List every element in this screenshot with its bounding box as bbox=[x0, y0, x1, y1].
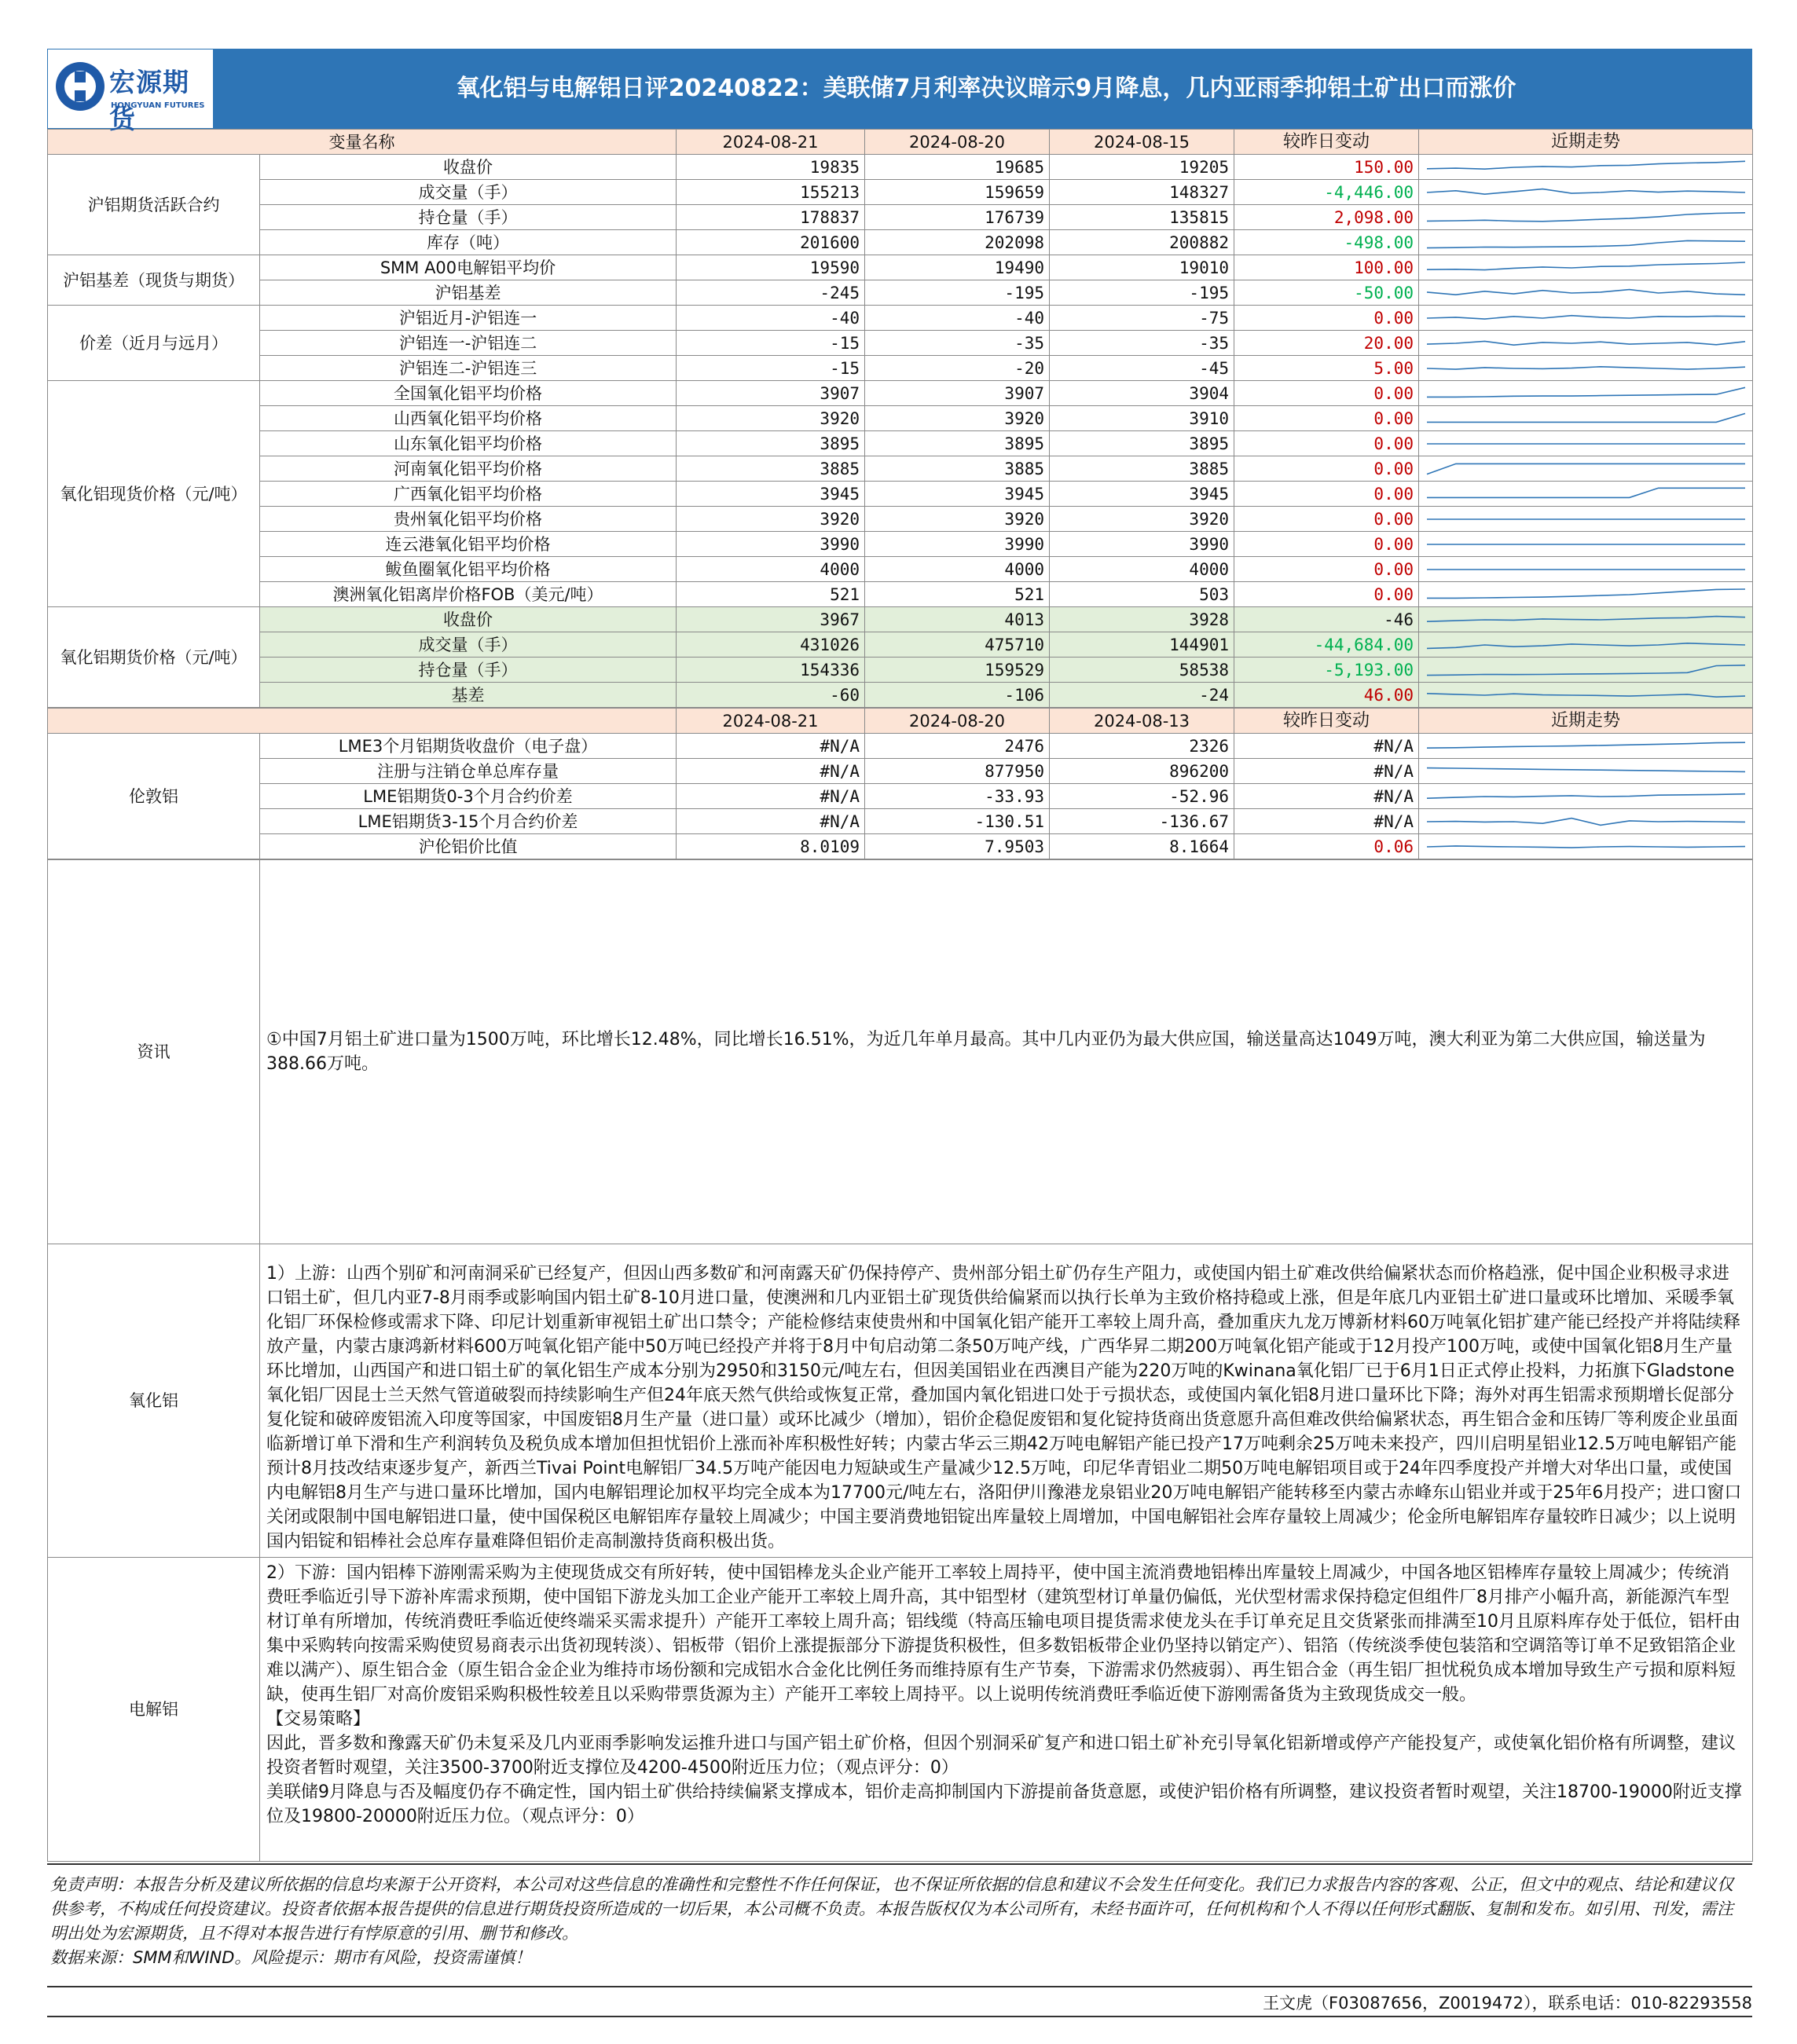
value-date-1: 19835 bbox=[677, 155, 865, 180]
value-date-3: 3945 bbox=[1050, 482, 1234, 507]
value-date-2: -40 bbox=[865, 306, 1050, 331]
sparkline-chart bbox=[1419, 332, 1753, 355]
news-row bbox=[48, 860, 1753, 1244]
sparkline-chart bbox=[1419, 583, 1753, 606]
value-date-2: -130.51 bbox=[865, 809, 1050, 834]
value-date-3: 3904 bbox=[1050, 381, 1234, 406]
variable-name: 持仓量（手） bbox=[260, 658, 677, 683]
variable-name: SMM A00电解铝平均价 bbox=[260, 255, 677, 280]
table-row bbox=[48, 532, 1753, 557]
sparkline-line bbox=[1427, 643, 1745, 648]
table-row bbox=[48, 205, 1753, 230]
value-date-1: -15 bbox=[677, 331, 865, 356]
sparkline-line bbox=[1427, 742, 1745, 748]
sparkline-chart bbox=[1419, 558, 1753, 581]
alumina-row bbox=[48, 1244, 1753, 1558]
trend-sparkline bbox=[1419, 557, 1753, 582]
header-change: 较昨日变动 bbox=[1234, 709, 1419, 734]
table-row bbox=[48, 356, 1753, 381]
trend-sparkline bbox=[1419, 632, 1753, 658]
value-date-1: #N/A bbox=[677, 809, 865, 834]
value-date-2: 3895 bbox=[865, 431, 1050, 456]
trend-sparkline bbox=[1419, 255, 1753, 280]
table-row bbox=[48, 255, 1753, 280]
category-label: 伦敦铝 bbox=[48, 734, 260, 859]
sparkline-chart bbox=[1419, 382, 1753, 405]
header-date-2: 2024-08-20 bbox=[865, 130, 1050, 155]
variable-name: 库存（吨） bbox=[260, 230, 677, 255]
header-date-1: 2024-08-21 bbox=[677, 130, 865, 155]
value-date-2: 521 bbox=[865, 582, 1050, 607]
sparkline-chart bbox=[1419, 533, 1753, 556]
daily-change-value: -46 bbox=[1234, 607, 1419, 632]
value-date-1: 3990 bbox=[677, 532, 865, 557]
sparkline-chart bbox=[1419, 156, 1753, 179]
sparkline-chart bbox=[1419, 457, 1753, 481]
header-trend: 近期走势 bbox=[1419, 709, 1753, 734]
header-trend: 近期走势 bbox=[1419, 130, 1753, 155]
value-date-2: 7.9503 bbox=[865, 834, 1050, 859]
value-date-1: 3920 bbox=[677, 507, 865, 532]
value-date-1: 3907 bbox=[677, 381, 865, 406]
trend-sparkline bbox=[1419, 582, 1753, 607]
table-row bbox=[48, 155, 1753, 180]
variable-name: 贵州氧化铝平均价格 bbox=[260, 507, 677, 532]
table-row bbox=[48, 482, 1753, 507]
value-date-2: 3920 bbox=[865, 406, 1050, 431]
trend-sparkline bbox=[1419, 280, 1753, 306]
sparkline-chart bbox=[1419, 357, 1753, 380]
value-date-3: 3885 bbox=[1050, 456, 1234, 482]
daily-change-value: #N/A bbox=[1234, 809, 1419, 834]
sparkline-chart bbox=[1419, 206, 1753, 229]
header-date-3: 2024-08-15 bbox=[1050, 130, 1234, 155]
category-label: 氧化铝期货价格（元/吨） bbox=[48, 607, 260, 708]
daily-change-value: 100.00 bbox=[1234, 255, 1419, 280]
title-bar bbox=[47, 49, 1752, 134]
sparkline-chart bbox=[1419, 608, 1753, 632]
variable-name: 鲅鱼圈氧化铝平均价格 bbox=[260, 557, 677, 582]
sparkline-chart bbox=[1419, 734, 1753, 758]
category-label: 沪铝基差（现货与期货） bbox=[48, 255, 260, 306]
table-row bbox=[48, 683, 1753, 708]
value-date-2: 877950 bbox=[865, 759, 1050, 784]
value-date-2: 159529 bbox=[865, 658, 1050, 683]
value-date-2: 3945 bbox=[865, 482, 1050, 507]
daily-change-value: 20.00 bbox=[1234, 331, 1419, 356]
daily-change-value: #N/A bbox=[1234, 759, 1419, 784]
sparkline-line bbox=[1427, 818, 1745, 825]
trend-sparkline bbox=[1419, 532, 1753, 557]
domestic-data-table bbox=[47, 129, 1753, 708]
variable-name: LME3个月铝期货收盘价（电子盘） bbox=[260, 734, 677, 759]
value-date-3: 3920 bbox=[1050, 507, 1234, 532]
daily-change-value: 0.00 bbox=[1234, 306, 1419, 331]
alumina-category: 氧化铝 bbox=[48, 1244, 260, 1558]
table-row bbox=[48, 834, 1753, 859]
sparkline-line bbox=[1427, 341, 1745, 345]
footer-divider bbox=[47, 1863, 1752, 1865]
value-date-2: 2476 bbox=[865, 734, 1050, 759]
value-date-3: 19205 bbox=[1050, 155, 1234, 180]
value-date-1: 154336 bbox=[677, 658, 865, 683]
trend-sparkline bbox=[1419, 356, 1753, 381]
table-row bbox=[48, 230, 1753, 255]
sparkline-chart bbox=[1419, 407, 1753, 430]
value-date-3: 4000 bbox=[1050, 557, 1234, 582]
value-date-3: 3928 bbox=[1050, 607, 1234, 632]
logo-icon bbox=[54, 60, 106, 112]
daily-change-value: 0.00 bbox=[1234, 406, 1419, 431]
table-row bbox=[48, 180, 1753, 205]
value-date-3: -35 bbox=[1050, 331, 1234, 356]
sparkline-chart bbox=[1419, 810, 1753, 833]
value-date-1: 155213 bbox=[677, 180, 865, 205]
sparkline-line bbox=[1427, 845, 1745, 847]
news-category: 资讯 bbox=[48, 860, 260, 1244]
value-date-2: 4013 bbox=[865, 607, 1050, 632]
aluminum-category: 电解铝 bbox=[48, 1558, 260, 1862]
value-date-2: 3920 bbox=[865, 507, 1050, 532]
value-date-1: 3895 bbox=[677, 431, 865, 456]
sparkline-line bbox=[1427, 315, 1745, 318]
variable-name: 沪铝连二-沪铝连三 bbox=[260, 356, 677, 381]
value-date-3: -75 bbox=[1050, 306, 1234, 331]
trend-sparkline bbox=[1419, 331, 1753, 356]
sparkline-line bbox=[1427, 767, 1745, 771]
sparkline-chart bbox=[1419, 760, 1753, 783]
value-date-2: 159659 bbox=[865, 180, 1050, 205]
trend-sparkline bbox=[1419, 809, 1753, 834]
sparkline-line bbox=[1427, 665, 1745, 675]
value-date-3: -24 bbox=[1050, 683, 1234, 708]
table-row bbox=[48, 607, 1753, 632]
value-date-2: 202098 bbox=[865, 230, 1050, 255]
value-date-1: 8.0109 bbox=[677, 834, 865, 859]
category-label: 沪铝期货活跃合约 bbox=[48, 155, 260, 255]
header-date-1: 2024-08-21 bbox=[677, 709, 865, 734]
disclaimer bbox=[47, 1866, 1752, 1976]
value-date-1: #N/A bbox=[677, 734, 865, 759]
value-date-3: 3910 bbox=[1050, 406, 1234, 431]
variable-name: 成交量（手） bbox=[260, 632, 677, 658]
value-date-3: -195 bbox=[1050, 280, 1234, 306]
commentary-table bbox=[47, 859, 1753, 1862]
daily-change-value: #N/A bbox=[1234, 784, 1419, 809]
value-date-2: 475710 bbox=[865, 632, 1050, 658]
sparkline-chart bbox=[1419, 633, 1753, 657]
daily-change-value: 0.00 bbox=[1234, 431, 1419, 456]
news-text: ①中国7月铝土矿进口量为1500万吨，环比增长12.48%，同比增长16.51%，为近几年单月最高。其中几内亚仍为最大供应国，输送量高达1049万吨，澳大利亚为第二大供应国，输送量为388.66万吨。 bbox=[260, 860, 1753, 1244]
value-date-2: 3990 bbox=[865, 532, 1050, 557]
table-row bbox=[48, 306, 1753, 331]
sparkline-line bbox=[1427, 616, 1745, 621]
sparkline-line bbox=[1427, 589, 1745, 598]
header-date-3: 2024-08-13 bbox=[1050, 709, 1234, 734]
daily-change-value: 150.00 bbox=[1234, 155, 1419, 180]
sparkline-chart bbox=[1419, 181, 1753, 204]
trend-sparkline bbox=[1419, 381, 1753, 406]
daily-change-value: 5.00 bbox=[1234, 356, 1419, 381]
variable-name: 沪铝连一-沪铝连二 bbox=[260, 331, 677, 356]
aluminum-text: 2）下游：国内铝棒下游刚需采购为主使现货成交有所好转，使中国铝棒龙头企业产能开工率较上周持平，使中国主流消费地铝棒出库量较上周减少，中国各地区铝棒库存量较上周减少；传统消费旺季临近引导下游补库需求预期，使中国铝下游龙头加工企业产能开工率较上周升高，其中铝型材（建筑型材订单量仍偏低，光伏型材需求保持稳定但组件厂8月排产小幅升高，新能源汽车型材订单有所增加，传统消费旺季临近使终端采买需求提升）产能开工率较上周升高；铝线缆（特高压输电项目提货需求使龙头在手订单充足且交货紧张而排满至10月且原料库存处于低位，铝杆由集中采购转向按需采购使贸易商表示出货初现转淡）、铝板带（铝价上涨提振部分下游提货积极性，但多数铝板带企业仍坚持以销定产）、铝箔（传统淡季使包装箔和空调箔等订单不足致铝箔企业难以满产）、原生铝合金（原生铝合金企业为维持市场份额和完成铝水合金化比例任务而维持原有生产节奏，下游需求仍然疲弱）、再生铝合金（再生铝厂担忧税负成本增加导致生产亏损和原料短缺，使再生铝厂对高价废铝采购积极性较差且以采购带票货源为主）产能开工率较上周持平。以上说明传统消费旺季临近使下游刚需备货为主致现货成交一般。 【交易策略】 因此，晋多数和豫露天矿仍未复采及几内亚雨季影响发运推升进口与国产铝土矿价格，但因个别洞采矿复产和进口铝土矿补充引导氧化铝新增或停产产能投复产，或使氧化铝价格有所调整，建议投资者暂时观望，关注3500-3700附近支撑位及4200-4500附近压力位；（观点评分：0） 美联储9月降息与否及幅度仍存不确定性，国内铝土矿供给持续偏紧支撑成本，铝价走高抑制国内下游提前备货意愿，或使沪铝价格有所调整，建议投资者暂时观望，关注18700-19000附近支撑位及19800-20000附近压力位。（观点评分：0） bbox=[260, 1558, 1753, 1862]
daily-change-value: -50.00 bbox=[1234, 280, 1419, 306]
trend-sparkline bbox=[1419, 683, 1753, 708]
daily-change-value: 0.00 bbox=[1234, 381, 1419, 406]
sparkline-line bbox=[1427, 413, 1745, 422]
sparkline-chart bbox=[1419, 507, 1753, 531]
category-label: 价差（近月与远月） bbox=[48, 306, 260, 381]
value-date-3: 135815 bbox=[1050, 205, 1234, 230]
trend-sparkline bbox=[1419, 482, 1753, 507]
variable-name: 澳洲氧化铝离岸价格FOB（美元/吨） bbox=[260, 582, 677, 607]
sparkline-line bbox=[1427, 189, 1745, 194]
table-header-row bbox=[48, 709, 1753, 734]
value-date-1: 178837 bbox=[677, 205, 865, 230]
trend-sparkline bbox=[1419, 155, 1753, 180]
sparkline-chart bbox=[1419, 306, 1753, 330]
alumina-text: 1）上游：山西个别矿和河南洞采矿已经复产，但因山西多数矿和河南露天矿仍保持停产、贵州部分铝土矿仍存生产阻力，或使国内铝土矿难改供给偏紧状态而价格趋涨，促中国企业积极寻求进口铝土矿，但几内亚7-8月雨季或影响国内铝土矿8-10月进口量，使澳洲和几内亚铝土矿现货供给偏紧而以执行长单为主致价格持稳或上涨，但是年底几内亚铝土矿进口量或环比增加、采暖季氧化铝厂环保检修或需求下降、印尼计划重新审视铝土矿出口禁令；产能检修结束使贵州和中国氧化铝产能开工率较上周升高，叠加重庆九龙万博新材料60万吨氧化铝扩建产能已经投产并将陆续释放产量，内蒙古康鸿新材料600万吨氧化铝产能中50万吨已经投产并将于8月中旬启动第二条50万吨产线，广西华昇二期200万吨氧化铝产能或于12月投产100万吨，或使中国氧化铝8月生产量环比增加，山西国产和进口铝土矿的氧化铝生产成本分别为2950和3150元/吨左右，但因美国铝业在西澳目产能为220万吨的Kwinana氧化铝厂已于6月1日正式停止投料，力拓旗下Gladstone氧化铝厂因昆士兰天然气管道破裂而持续影响生产但24年底天然气供给或恢复正常，叠加国内氧化铝进口处于亏损状态，或使国内氧化铝8月进口量环比下降；海外对再生铝需求预期增长促部分复化锭和破碎废铝流入印度等国家，中国废铝8月生产量（进口量）或环比减少（增加），铝价企稳促废铝和复化锭持货商出货意愿升高但难改供给偏紧状态，再生铝合金和压铸厂等利废企业虽面临新增订单下滑和生产利润转负及税负成本增加但担忧铝价上涨而补库积极性好转；内蒙古华云三期42万吨电解铝产能已投产17万吨剩余25万吨未来投产，四川启明星铝业12.5万吨电解铝产能预计8月技改结束逐步复产，新西兰Tivai Point电解铝厂34.5万吨产能因电力短缺或生产量减少12.5万吨，印尼华青铝业二期50万吨电解铝项目或于24年四季度投产并增大对华出口量，或使国内电解铝8月生产与进口量环比增加，国内电解铝理论加权平均完全成本为17700元/吨左右，洛阳伊川豫港龙泉铝业20万吨电解铝产能转移至内蒙古赤峰东山铝业并或于25年6月投产；进口窗口关闭或限制中国电解铝进口量，使中国保税区电解铝库存量较上周减少；中国主要消费地铝锭出库量较上周增加，中国电解铝社会库存量较上周减少；伦金所电解铝库存量较昨日减少；以上说明国内铝锭和铝棒社会总库存量难降但铝价走高制激持货商积极出货。 bbox=[260, 1244, 1753, 1558]
table-row bbox=[48, 507, 1753, 532]
value-date-1: 3885 bbox=[677, 456, 865, 482]
daily-change-value: 0.00 bbox=[1234, 456, 1419, 482]
trend-sparkline bbox=[1419, 406, 1753, 431]
value-date-1: #N/A bbox=[677, 759, 865, 784]
daily-change-value: #N/A bbox=[1234, 734, 1419, 759]
sparkline-line bbox=[1427, 262, 1745, 270]
contact-divider bbox=[47, 1986, 1752, 1987]
value-date-1: 3967 bbox=[677, 607, 865, 632]
value-date-3: 2326 bbox=[1050, 734, 1234, 759]
daily-change-value: 0.06 bbox=[1234, 834, 1419, 859]
sparkline-chart bbox=[1419, 281, 1753, 305]
table-row bbox=[48, 809, 1753, 834]
value-date-3: 3990 bbox=[1050, 532, 1234, 557]
trend-sparkline bbox=[1419, 607, 1753, 632]
value-date-1: 3920 bbox=[677, 406, 865, 431]
value-date-3: 148327 bbox=[1050, 180, 1234, 205]
trend-sparkline bbox=[1419, 431, 1753, 456]
variable-name: 全国氧化铝平均价格 bbox=[260, 381, 677, 406]
value-date-3: -45 bbox=[1050, 356, 1234, 381]
variable-name: 收盘价 bbox=[260, 155, 677, 180]
value-date-2: -33.93 bbox=[865, 784, 1050, 809]
value-date-1: -40 bbox=[677, 306, 865, 331]
value-date-3: 3895 bbox=[1050, 431, 1234, 456]
value-date-1: -245 bbox=[677, 280, 865, 306]
trend-sparkline bbox=[1419, 658, 1753, 683]
table-row bbox=[48, 632, 1753, 658]
daily-change-value: 0.00 bbox=[1234, 532, 1419, 557]
trend-sparkline bbox=[1419, 230, 1753, 255]
table-row bbox=[48, 784, 1753, 809]
disclaimer-text: 免责声明：本报告分析及建议所依据的信息均来源于公开资料，本公司对这些信息的准确性和完整性不作任何保证，也不保证所依据的信息和建议不会发生任何变化。我们已力求报告内容的客观、公正，但文中的观点、结论和建议仅供参考，不构成任何投资建议。投资者依据本报告提供的信息进行期货投资所造成的一切后果，本公司概不负责。本报告版权仅为本公司所有，未经书面许可，任何机构和个人不得以任何形式翻版、复制和发布。如引用、刊发，需注明出处为宏源期货，且不得对本报告进行有悖原意的引用、删节和修改。 bbox=[50, 1875, 1733, 1943]
value-date-1: #N/A bbox=[677, 784, 865, 809]
variable-name: 河南氧化铝平均价格 bbox=[260, 456, 677, 482]
value-date-3: 503 bbox=[1050, 582, 1234, 607]
sparkline-line bbox=[1427, 693, 1745, 696]
variable-name: 连云港氧化铝平均价格 bbox=[260, 532, 677, 557]
value-date-2: 3907 bbox=[865, 381, 1050, 406]
table-row bbox=[48, 331, 1753, 356]
daily-change-value: 0.00 bbox=[1234, 557, 1419, 582]
value-date-1: 3945 bbox=[677, 482, 865, 507]
trend-sparkline bbox=[1419, 180, 1753, 205]
table-row bbox=[48, 431, 1753, 456]
trend-sparkline bbox=[1419, 734, 1753, 759]
sparkline-line bbox=[1427, 289, 1745, 295]
daily-change-value: 0.00 bbox=[1234, 582, 1419, 607]
daily-change-value: 2,098.00 bbox=[1234, 205, 1419, 230]
value-date-3: 19010 bbox=[1050, 255, 1234, 280]
value-date-3: -136.67 bbox=[1050, 809, 1234, 834]
value-date-3: 896200 bbox=[1050, 759, 1234, 784]
daily-change-value: -4,446.00 bbox=[1234, 180, 1419, 205]
value-date-2: -35 bbox=[865, 331, 1050, 356]
value-date-2: -195 bbox=[865, 280, 1050, 306]
sparkline-line bbox=[1427, 488, 1745, 497]
variable-name: 基差 bbox=[260, 683, 677, 708]
sparkline-chart bbox=[1419, 785, 1753, 808]
value-date-2: 4000 bbox=[865, 557, 1050, 582]
table-row bbox=[48, 456, 1753, 482]
report-title: 氧化铝与电解铝日评20240822：美联储7月利率决议暗示9月降息，几内亚雨季抑铝土矿出口而涨价 bbox=[456, 75, 1516, 102]
sparkline-line bbox=[1427, 366, 1745, 368]
trend-sparkline bbox=[1419, 759, 1753, 784]
sparkline-line bbox=[1427, 793, 1745, 798]
logo bbox=[48, 49, 213, 134]
table-row bbox=[48, 759, 1753, 784]
logo-text-cn: 宏源期货 bbox=[109, 67, 189, 134]
sparkline-chart bbox=[1419, 835, 1753, 859]
variable-name: 收盘价 bbox=[260, 607, 677, 632]
header-variable-name: 变量名称 bbox=[48, 130, 677, 155]
value-date-1: 4000 bbox=[677, 557, 865, 582]
variable-name: 注册与注销仓单总库存量 bbox=[260, 759, 677, 784]
daily-change-value: -5,193.00 bbox=[1234, 658, 1419, 683]
sparkline-line bbox=[1427, 161, 1745, 169]
daily-change-value: -44,684.00 bbox=[1234, 632, 1419, 658]
sparkline-chart bbox=[1419, 231, 1753, 255]
value-date-2: 19685 bbox=[865, 155, 1050, 180]
value-date-1: 521 bbox=[677, 582, 865, 607]
london-data-table bbox=[47, 708, 1753, 859]
sparkline-line bbox=[1427, 387, 1745, 397]
trend-sparkline bbox=[1419, 784, 1753, 809]
variable-name: LME铝期货0-3个月合约价差 bbox=[260, 784, 677, 809]
variable-name: 持仓量（手） bbox=[260, 205, 677, 230]
data-source-text: 数据来源：SMM和WIND。风险提示：期市有风险，投资需谨慎！ bbox=[50, 1948, 532, 1967]
table-row bbox=[48, 582, 1753, 607]
header-date-2: 2024-08-20 bbox=[865, 709, 1050, 734]
variable-name: 沪铝近月-沪铝连一 bbox=[260, 306, 677, 331]
analyst-contact: 王文虎（F03087656，Z0019472），联系电话：010-82293558 bbox=[1263, 1994, 1752, 2013]
header-change: 较昨日变动 bbox=[1234, 130, 1419, 155]
sparkline-chart bbox=[1419, 683, 1753, 707]
value-date-3: -52.96 bbox=[1050, 784, 1234, 809]
value-date-1: -15 bbox=[677, 356, 865, 381]
value-date-1: 201600 bbox=[677, 230, 865, 255]
value-date-3: 8.1664 bbox=[1050, 834, 1234, 859]
sparkline-chart bbox=[1419, 256, 1753, 280]
value-date-2: 3885 bbox=[865, 456, 1050, 482]
variable-name: 山西氧化铝平均价格 bbox=[260, 406, 677, 431]
variable-name: LME铝期货3-15个月合约价差 bbox=[260, 809, 677, 834]
value-date-3: 200882 bbox=[1050, 230, 1234, 255]
table-row bbox=[48, 406, 1753, 431]
value-date-2: -106 bbox=[865, 683, 1050, 708]
daily-change-value: 0.00 bbox=[1234, 482, 1419, 507]
variable-name: 沪伦铝价比值 bbox=[260, 834, 677, 859]
sparkline-chart bbox=[1419, 482, 1753, 506]
sparkline-line bbox=[1427, 463, 1745, 474]
daily-change-value: 46.00 bbox=[1234, 683, 1419, 708]
trend-sparkline bbox=[1419, 507, 1753, 532]
variable-name: 山东氧化铝平均价格 bbox=[260, 431, 677, 456]
daily-change-value: 0.00 bbox=[1234, 507, 1419, 532]
variable-name: 广西氧化铝平均价格 bbox=[260, 482, 677, 507]
trend-sparkline bbox=[1419, 205, 1753, 230]
trend-sparkline bbox=[1419, 306, 1753, 331]
table-row bbox=[48, 557, 1753, 582]
report-sheet bbox=[47, 49, 1752, 2013]
aluminum-row bbox=[48, 1558, 1753, 1862]
sparkline-line bbox=[1427, 240, 1745, 247]
header-variable-name bbox=[48, 709, 677, 734]
value-date-2: 176739 bbox=[865, 205, 1050, 230]
trend-sparkline bbox=[1419, 834, 1753, 859]
value-date-3: 144901 bbox=[1050, 632, 1234, 658]
category-label: 氧化铝现货价格（元/吨） bbox=[48, 381, 260, 607]
bottom-divider bbox=[47, 2016, 1752, 2017]
table-row bbox=[48, 734, 1753, 759]
logo-text-en: HONGYUAN FUTURES bbox=[111, 101, 205, 110]
table-row bbox=[48, 658, 1753, 683]
table-header-row bbox=[48, 130, 1753, 155]
sparkline-line bbox=[1427, 212, 1745, 221]
value-date-1: 19590 bbox=[677, 255, 865, 280]
value-date-1: -60 bbox=[677, 683, 865, 708]
variable-name: 成交量（手） bbox=[260, 180, 677, 205]
daily-change-value: -498.00 bbox=[1234, 230, 1419, 255]
table-row bbox=[48, 381, 1753, 406]
value-date-2: -20 bbox=[865, 356, 1050, 381]
value-date-1: 431026 bbox=[677, 632, 865, 658]
value-date-2: 19490 bbox=[865, 255, 1050, 280]
sparkline-chart bbox=[1419, 658, 1753, 682]
table-row bbox=[48, 280, 1753, 306]
sparkline-chart bbox=[1419, 432, 1753, 456]
value-date-3: 58538 bbox=[1050, 658, 1234, 683]
variable-name: 沪铝基差 bbox=[260, 280, 677, 306]
trend-sparkline bbox=[1419, 456, 1753, 482]
